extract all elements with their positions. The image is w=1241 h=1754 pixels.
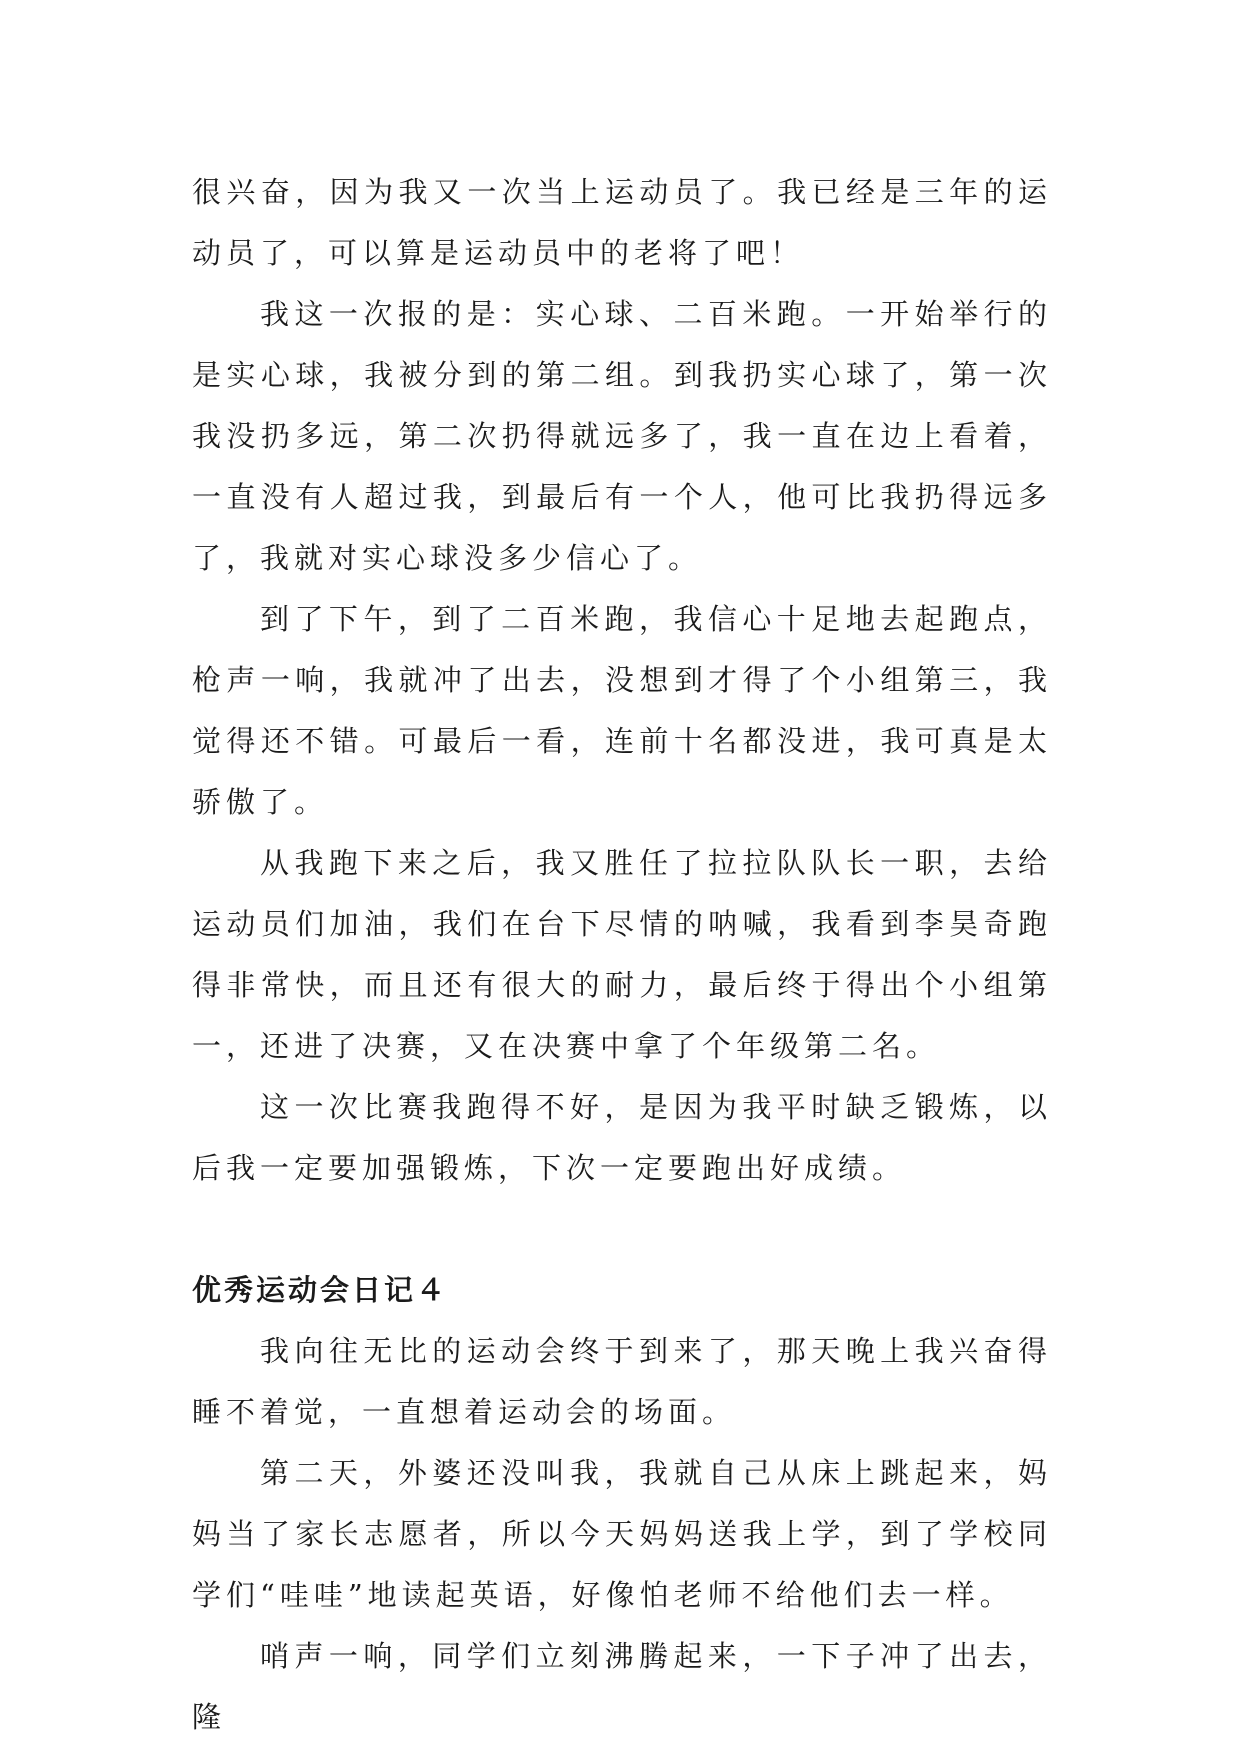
paragraph: 很兴奋，因为我又一次当上运动员了。我已经是三年的运动员了，可以算是运动员中的老将了吧！: [192, 175, 1052, 270]
paragraph: 我这一次报的是：实心球、二百米跑。一开始举行的是实心球，我被分到的第二组。到我扔实心球了，第一次我没扔多远，第二次扔得就远多了，我一直在边上看着，一直没有人超过我，到最后有一个人，他可比我扔得远多了，我就对实心球没多少信心了。: [192, 297, 1052, 575]
paragraph: 我向往无比的运动会终于到来了，那天晚上我兴奋得睡不着觉，一直想着运动会的场面。: [192, 1334, 1052, 1429]
paragraph: 从我跑下来之后，我又胜任了拉拉队队长一职，去给运动员们加油，我们在台下尽情的呐喊，我看到李昊奇跑得非常快，而且还有很大的耐力，最后终于得出个小组第一，还进了决赛，又在决赛中拿了个年级第二名。: [192, 846, 1052, 1063]
paragraph: 这一次比赛我跑得不好，是因为我平时缺乏锻炼，以后我一定要加强锻炼，下次一定要跑出好成绩。: [192, 1090, 1052, 1185]
paragraph: 到了下午，到了二百米跑，我信心十足地去起跑点，枪声一响，我就冲了出去，没想到才得了个小组第三，我觉得还不错。可最后一看，连前十名都没进，我可真是太骄傲了。: [192, 602, 1052, 819]
document-body: [192, 162, 1052, 1748]
paragraph: 第二天，外婆还没叫我，我就自己从床上跳起来，妈妈当了家长志愿者，所以今天妈妈送我上学，到了学校同学们“哇哇”地读起英语，好像怕老师不给他们去一样。: [192, 1456, 1052, 1612]
paragraph: 哨声一响，同学们立刻沸腾起来，一下子冲了出去，隆: [192, 1639, 1052, 1734]
section-heading: 优秀运动会日记４: [192, 1273, 449, 1307]
